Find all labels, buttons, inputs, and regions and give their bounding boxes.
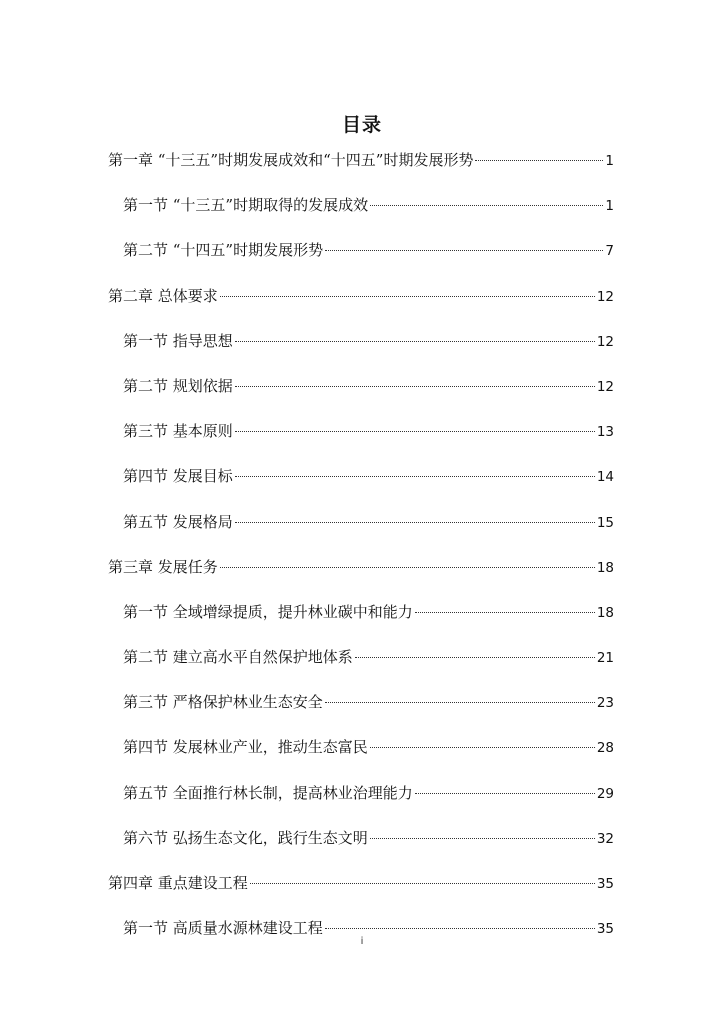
toc-entry-title: 第二章 总体要求 [108,286,218,305]
toc-section-entry[interactable] [108,688,614,733]
toc-entry-title: 第一节 全域增绿提质，提升林业碳中和能力 [123,602,413,621]
toc-entry-page-number: 23 [596,695,614,712]
toc-entry-title: 第一节 高质量水源林建设工程 [123,919,323,938]
dot-leader [235,341,595,342]
toc-entry-page-number: 35 [596,876,614,892]
toc-entry-page-number: 18 [596,604,614,621]
toc-section-entry[interactable] [108,191,614,236]
dot-leader [220,567,595,568]
dot-leader [415,793,595,794]
toc-entry-page-number: 29 [596,785,614,802]
dot-leader [235,386,595,387]
toc-entry-page-number: 7 [605,243,614,260]
toc-section-entry[interactable] [108,462,614,507]
dot-leader [475,160,603,161]
toc-entry-page-number: 15 [596,514,614,531]
dot-leader [370,838,595,839]
toc-entry-title: 第五节 全面推行林长制，提高林业治理能力 [123,783,413,802]
toc-section-entry[interactable] [108,327,614,372]
toc-title: 目录 [341,114,382,136]
dot-leader [250,883,595,884]
toc-section-entry[interactable] [108,824,614,869]
table-of-contents [108,146,614,959]
toc-section-entry[interactable] [108,236,614,281]
toc-chapter-entry[interactable] [108,869,614,914]
toc-chapter-entry[interactable] [108,146,614,191]
toc-section-entry[interactable] [108,779,614,824]
dot-leader [355,657,595,658]
dot-leader [220,296,595,297]
dot-leader [325,928,595,929]
toc-entry-title: 第三节 基本原则 [123,422,233,441]
toc-entry-title: 第六节 弘扬生态文化，践行生态文明 [123,828,368,847]
toc-section-entry[interactable] [108,417,614,462]
toc-entry-title: 第一章 “十三五”时期发展成效和“十四五”时期发展形势 [108,151,474,169]
toc-entry-title: 第四节 发展目标 [123,467,233,486]
dot-leader [370,747,595,748]
toc-entry-title: 第二节 “十四五”时期发展形势 [123,241,324,260]
toc-entry-page-number: 35 [596,921,614,938]
toc-entry-page-number: 1 [605,198,614,215]
page-number: i [360,936,364,947]
toc-entry-title: 第三节 严格保护林业生态安全 [123,693,323,712]
toc-section-entry[interactable] [108,643,614,688]
dot-leader [235,431,595,432]
toc-entry-page-number: 12 [596,288,614,305]
toc-entry-title: 第五节 发展格局 [123,512,233,531]
toc-entry-page-number: 14 [596,469,614,486]
toc-section-entry[interactable] [108,598,614,643]
dot-leader [325,702,595,703]
toc-entry-title: 第二节 建立高水平自然保护地体系 [123,648,353,667]
toc-entry-page-number: 21 [596,650,614,667]
toc-entry-title: 第四节 发展林业产业，推动生态富民 [123,738,368,757]
dot-leader [325,250,603,251]
toc-entry-page-number: 13 [596,424,614,441]
toc-entry-title: 第四章 重点建设工程 [108,874,248,892]
dot-leader [235,476,595,477]
toc-entry-page-number: 18 [596,559,614,576]
toc-chapter-entry[interactable] [108,282,614,327]
toc-section-entry[interactable] [108,733,614,778]
toc-chapter-entry[interactable] [108,553,614,598]
toc-entry-title: 第一节 指导思想 [123,331,233,350]
toc-entry-page-number: 1 [605,153,614,169]
toc-entry-title: 第二节 规划依据 [123,376,233,395]
dot-leader [415,612,595,613]
toc-entry-page-number: 12 [596,333,614,350]
toc-entry-page-number: 32 [596,830,614,847]
dot-leader [235,522,595,523]
toc-entry-page-number: 12 [596,378,614,395]
toc-section-entry[interactable] [108,508,614,553]
dot-leader [370,205,603,206]
toc-entry-title: 第一节 “十三五”时期取得的发展成效 [123,196,369,215]
toc-entry-page-number: 28 [596,740,614,757]
toc-section-entry[interactable] [108,372,614,417]
toc-entry-title: 第三章 发展任务 [108,557,218,576]
